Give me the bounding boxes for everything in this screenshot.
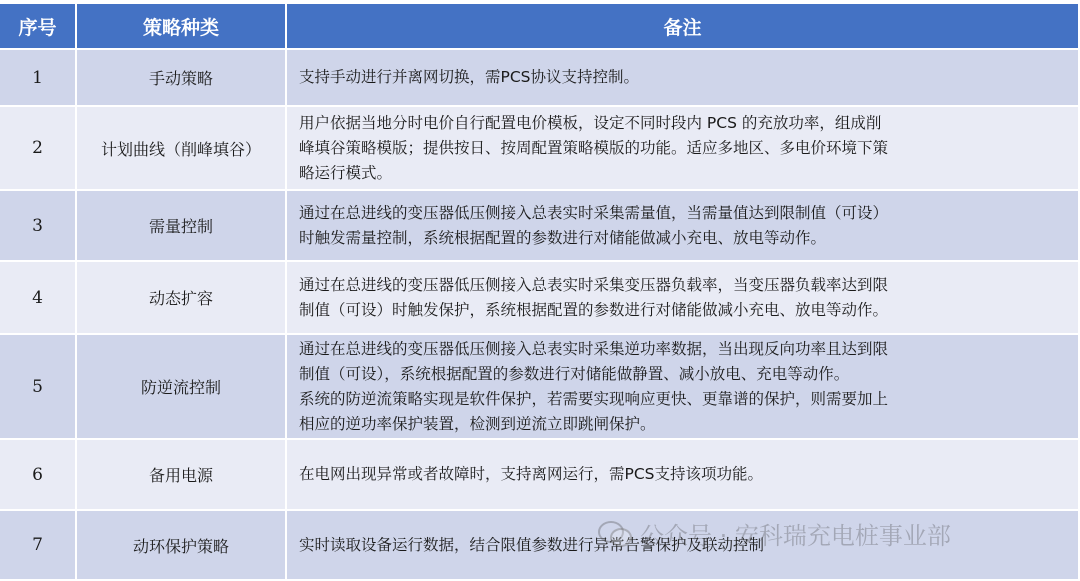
header-note: 备注	[287, 4, 1080, 50]
row-index: 1	[0, 50, 77, 107]
note-line: 时触发需量控制，系统根据配置的参数进行对储能做减小充电、放电等动作。	[299, 228, 827, 247]
header-index: 序号	[0, 4, 77, 50]
row-note	[287, 335, 1080, 440]
note-line: 相应的逆功率保护装置，检测到逆流立即跳闸保护。	[299, 414, 656, 433]
row-strategy-name: 计划曲线（削峰填谷）	[77, 107, 287, 191]
row-index: 6	[0, 440, 77, 511]
table-row	[0, 191, 1080, 262]
row-strategy-name: 需量控制	[77, 191, 287, 262]
row-index: 4	[0, 262, 77, 335]
row-note	[287, 191, 1080, 262]
row-index: 2	[0, 107, 77, 191]
note-line: 系统的防逆流策略实现是软件保护，若需要实现响应更快、更靠谱的保护，则需要加上	[299, 389, 889, 408]
table-row	[0, 511, 1080, 581]
row-strategy-name: 防逆流控制	[77, 335, 287, 440]
header-row	[0, 4, 1080, 50]
table-row	[0, 107, 1080, 191]
row-note	[287, 440, 1080, 511]
note-line: 制值（可设）时触发保护，系统根据配置的参数进行对储能做减小充电、放电等动作。	[299, 300, 889, 319]
note-line: 用户依据当地分时电价自行配置电价模板，设定不同时段内 PCS 的充放功率，组成削	[299, 113, 882, 132]
header-name: 策略种类	[77, 4, 287, 50]
row-strategy-name: 备用电源	[77, 440, 287, 511]
strategy-table	[0, 4, 1080, 581]
row-index: 7	[0, 511, 77, 581]
row-index: 3	[0, 191, 77, 262]
note-line: 实时读取设备运行数据，结合限值参数进行异常告警保护及联动控制	[299, 535, 765, 554]
row-note	[287, 50, 1080, 107]
note-line: 通过在总进线的变压器低压侧接入总表实时采集变压器负载率，当变压器负载率达到限	[299, 275, 889, 294]
row-strategy-name: 动环保护策略	[77, 511, 287, 581]
note-line: 在电网出现异常或者故障时，支持离网运行，需PCS支持该项功能。	[299, 465, 764, 483]
note-line: 支持手动进行并离网切换，需PCS协议支持控制。	[299, 68, 640, 86]
row-note	[287, 262, 1080, 335]
note-line: 略运行模式。	[299, 163, 393, 182]
row-note	[287, 107, 1080, 191]
note-line: 峰填谷策略模版；提供按日、按周配置策略模版的功能。适应多地区、多电价环境下策	[299, 138, 889, 157]
row-index: 5	[0, 335, 77, 440]
note-line: 通过在总进线的变压器低压侧接入总表实时采集逆功率数据，当出现反向功率且达到限	[299, 339, 889, 358]
note-line: 通过在总进线的变压器低压侧接入总表实时采集需量值，当需量值达到限制值（可设）	[299, 203, 889, 222]
row-strategy-name: 手动策略	[77, 50, 287, 107]
table-row	[0, 50, 1080, 107]
table-row	[0, 440, 1080, 511]
table-row	[0, 262, 1080, 335]
row-note	[287, 511, 1080, 581]
row-strategy-name: 动态扩容	[77, 262, 287, 335]
watermark-text: 公众号 · 安科瑞充电桩事业部	[640, 521, 951, 550]
table-row	[0, 335, 1080, 440]
note-line: 制值（可设），系统根据配置的参数进行对储能做静置、减小放电、充电等动作。	[299, 364, 850, 383]
